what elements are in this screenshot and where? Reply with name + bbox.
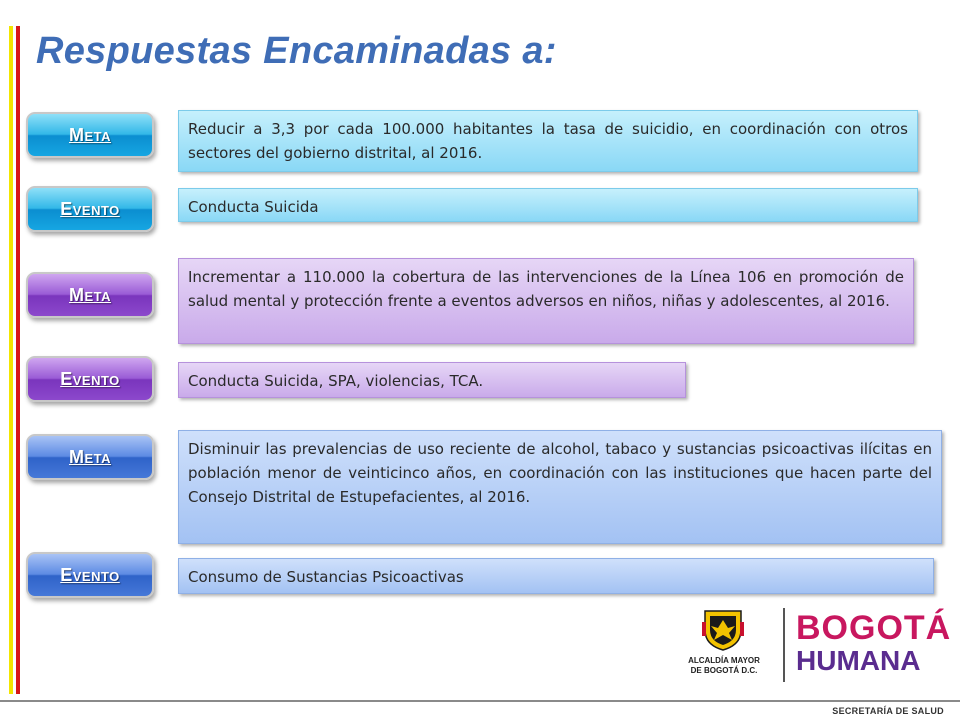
evento-text-2: Conducta Suicida, SPA, violencias, TCA. <box>178 362 686 398</box>
meta-text-3: Disminuir las prevalencias de uso reciente de alcohol, tabaco y sustancias psicoactivas ilícitas en población menor de veinticinco años, en coordinación con las instituciones que hacen parte del Consejo Distrital de Estupefacientes, al 2016. <box>178 430 942 544</box>
meta-label-2: Meta <box>26 272 154 318</box>
meta-label-3: Meta <box>26 434 154 480</box>
alcaldia-line-2: DE BOGOTÁ D.C. <box>690 666 758 675</box>
alcaldia-line-1: ALCALDÍA MAYOR <box>688 656 760 665</box>
evento-label-1: Evento <box>26 186 154 232</box>
logo-area <box>680 606 952 690</box>
meta-text-2: Incrementar a 110.000 la cobertura de las intervenciones de la Línea 106 en promoción de salud mental y protección frente a eventos adversos en niños, niñas y adolescentes, al 2016. <box>178 258 914 344</box>
evento-text-1: Conducta Suicida <box>178 188 918 222</box>
slide-title: Respuestas Encaminadas a: <box>36 30 557 72</box>
footer-department: SECRETARÍA DE SALUD <box>832 706 944 716</box>
bogota-shield-icon <box>702 608 744 652</box>
meta-text-1: Reducir a 3,3 por cada 100.000 habitantes la tasa de suicidio, en coordinación con otros sectores del gobierno distrital, al 2016. <box>178 110 918 172</box>
evento-text-3: Consumo de Sustancias Psicoactivas <box>178 558 934 594</box>
accent-bar-yellow <box>9 26 13 694</box>
footer-divider <box>0 700 960 702</box>
evento-label-2: Evento <box>26 356 154 402</box>
bogota-wordmark: BOGOTÁ <box>796 609 952 647</box>
humana-wordmark: HUMANA <box>796 645 921 676</box>
evento-label-3: Evento <box>26 552 154 598</box>
alcaldia-text <box>680 656 768 676</box>
meta-label-1: Meta <box>26 112 154 158</box>
logo-divider <box>783 608 785 682</box>
accent-bar-red <box>16 26 20 694</box>
